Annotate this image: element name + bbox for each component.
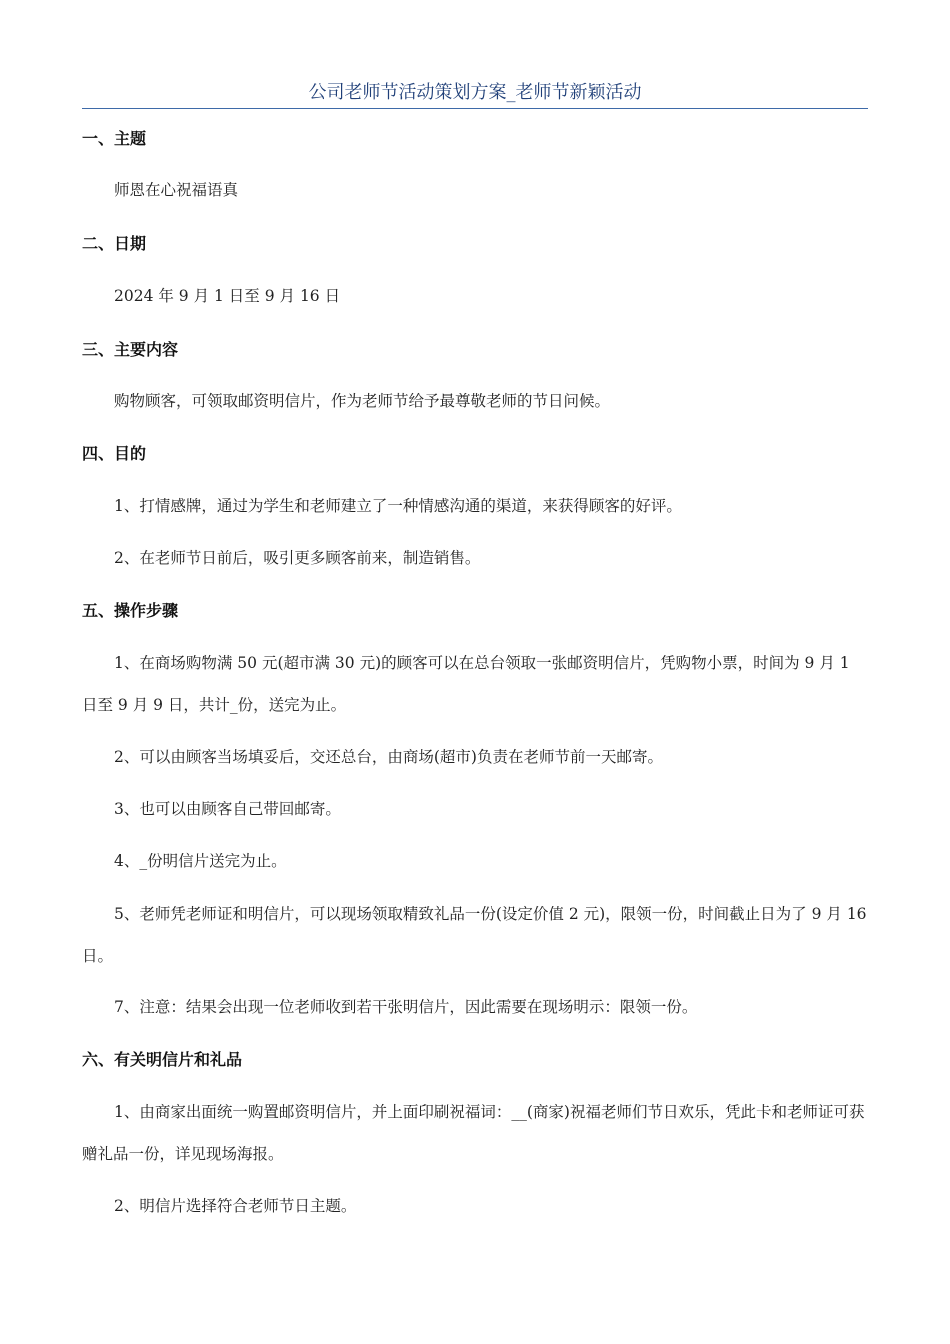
paragraph: 2024 年 9 月 1 日至 9 月 16 日 xyxy=(114,287,341,305)
paragraph: 4、_份明信片送完为止。 xyxy=(114,852,287,870)
paragraph: 1、由商家出面统一购置邮资明信片，并上面印刷祝福词：__(商家)祝福老师们节日欢乐，凭此卡和老师证可获赠礼品一份，详见现场海报。 xyxy=(82,1103,865,1163)
paragraph: 3、也可以由顾客自己带回邮寄。 xyxy=(114,800,341,818)
paragraph: 2、在老师节日前后，吸引更多顾客前来，制造销售。 xyxy=(114,549,481,567)
section-heading-steps: 五、操作步骤 xyxy=(82,601,179,620)
paragraph: 1、在商场购物满 50 元(超市满 30 元)的顾客可以在总台领取一张邮资明信片，凭购物小票，时间为 9 月 1 日至 9 月 9 日，共计_份，送完为止。 xyxy=(82,654,850,714)
section-heading-purpose: 四、目的 xyxy=(82,444,147,463)
paragraph: 1、打情感牌，通过为学生和老师建立了一种情感沟通的渠道，来获得顾客的好评。 xyxy=(114,497,682,515)
section-heading-content: 三、主要内容 xyxy=(82,340,179,359)
paragraph: 7、注意：结果会出现一位老师收到若干张明信片，因此需要在现场明示：限领一份。 xyxy=(114,998,698,1016)
paragraph: 2、可以由顾客当场填妥后，交还总台，由商场(超市)负责在老师节前一天邮寄。 xyxy=(114,748,663,766)
paragraph: 5、老师凭老师证和明信片，可以现场领取精致礼品一份(设定价值 2 元)，限领一份，时间截止日为了 9 月 16 日。 xyxy=(82,905,867,965)
paragraph: 师恩在心祝福语真 xyxy=(114,181,239,199)
paragraph: 2、明信片选择符合老师节日主题。 xyxy=(114,1197,357,1215)
section-heading-date: 二、日期 xyxy=(82,234,147,253)
paragraph: 购物顾客，可领取邮资明信片，作为老师节给予最尊敬老师的节日问候。 xyxy=(114,392,611,410)
title-underline xyxy=(82,108,868,109)
page-title: 公司老师节活动策划方案_老师节新颖活动 xyxy=(308,82,642,103)
section-heading-theme: 一、主题 xyxy=(82,129,147,148)
section-heading-postcards-gifts: 六、有关明信片和礼品 xyxy=(82,1050,243,1069)
